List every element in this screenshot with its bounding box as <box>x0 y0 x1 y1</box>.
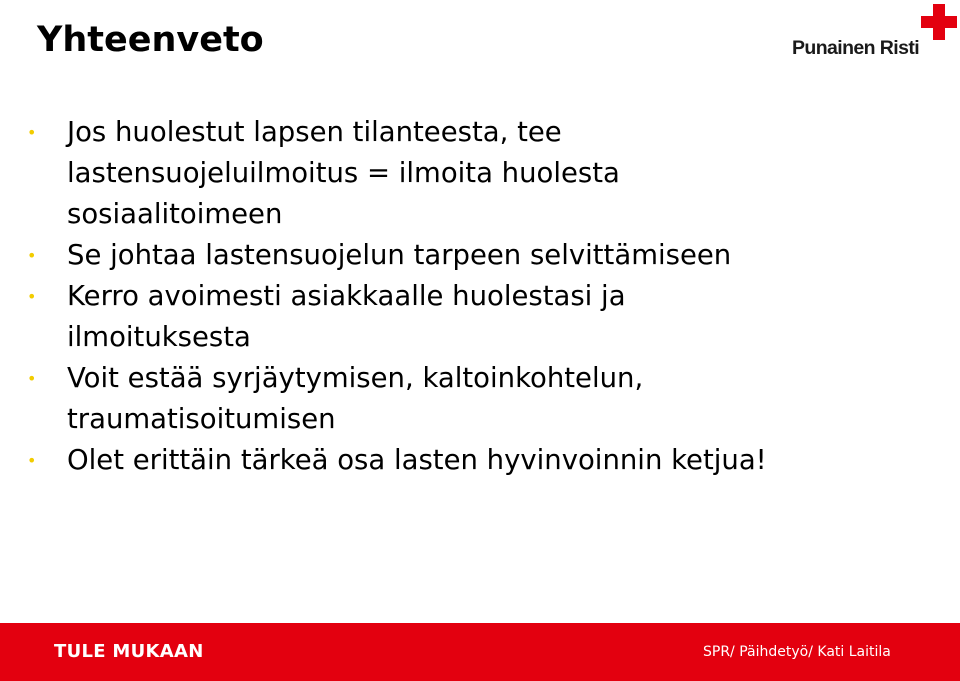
bullet-line: traumatisoitumisen <box>67 403 336 435</box>
bullet-line: ilmoituksesta <box>67 321 251 353</box>
bullet-line: Olet erittäin tärkeä osa lasten hyvinvoinnin ketjua! <box>67 444 767 476</box>
bullet-item <box>27 276 947 358</box>
bullet-item <box>27 112 947 235</box>
bullet-line: Jos huolestut lapsen tilanteesta, tee <box>67 116 562 148</box>
footer-slogan: TULE MUKAAN <box>54 641 204 662</box>
bullet-icon: • <box>27 451 37 470</box>
bullet-item <box>27 440 947 481</box>
logo-text: Punainen Risti <box>792 37 920 59</box>
bullet-line: sosiaalitoimeen <box>67 198 283 230</box>
footer-credit: SPR/ Päihdetyö/ Kati Laitila <box>703 644 891 660</box>
bullet-icon: • <box>27 123 37 142</box>
footer-bar <box>0 623 960 681</box>
bullet-item <box>27 358 947 440</box>
bullet-line: Kerro avoimesti asiakkaalle huolestasi ja <box>67 280 626 312</box>
bullet-icon: • <box>27 369 37 388</box>
bullet-line: lastensuojeluilmoitus = ilmoita huolesta <box>67 157 620 189</box>
bullet-list <box>27 112 947 481</box>
bullet-line: Voit estää syrjäytymisen, kaltoinkohtelun, <box>67 362 644 394</box>
punainen-risti-logo <box>790 4 960 66</box>
red-cross-icon <box>921 4 957 40</box>
bullet-icon: • <box>27 246 37 265</box>
slide-title: Yhteenveto <box>37 20 264 60</box>
bullet-icon: • <box>27 287 37 306</box>
bullet-item <box>27 235 947 276</box>
bullet-line: Se johtaa lastensuojelun tarpeen selvittämiseen <box>67 239 732 271</box>
